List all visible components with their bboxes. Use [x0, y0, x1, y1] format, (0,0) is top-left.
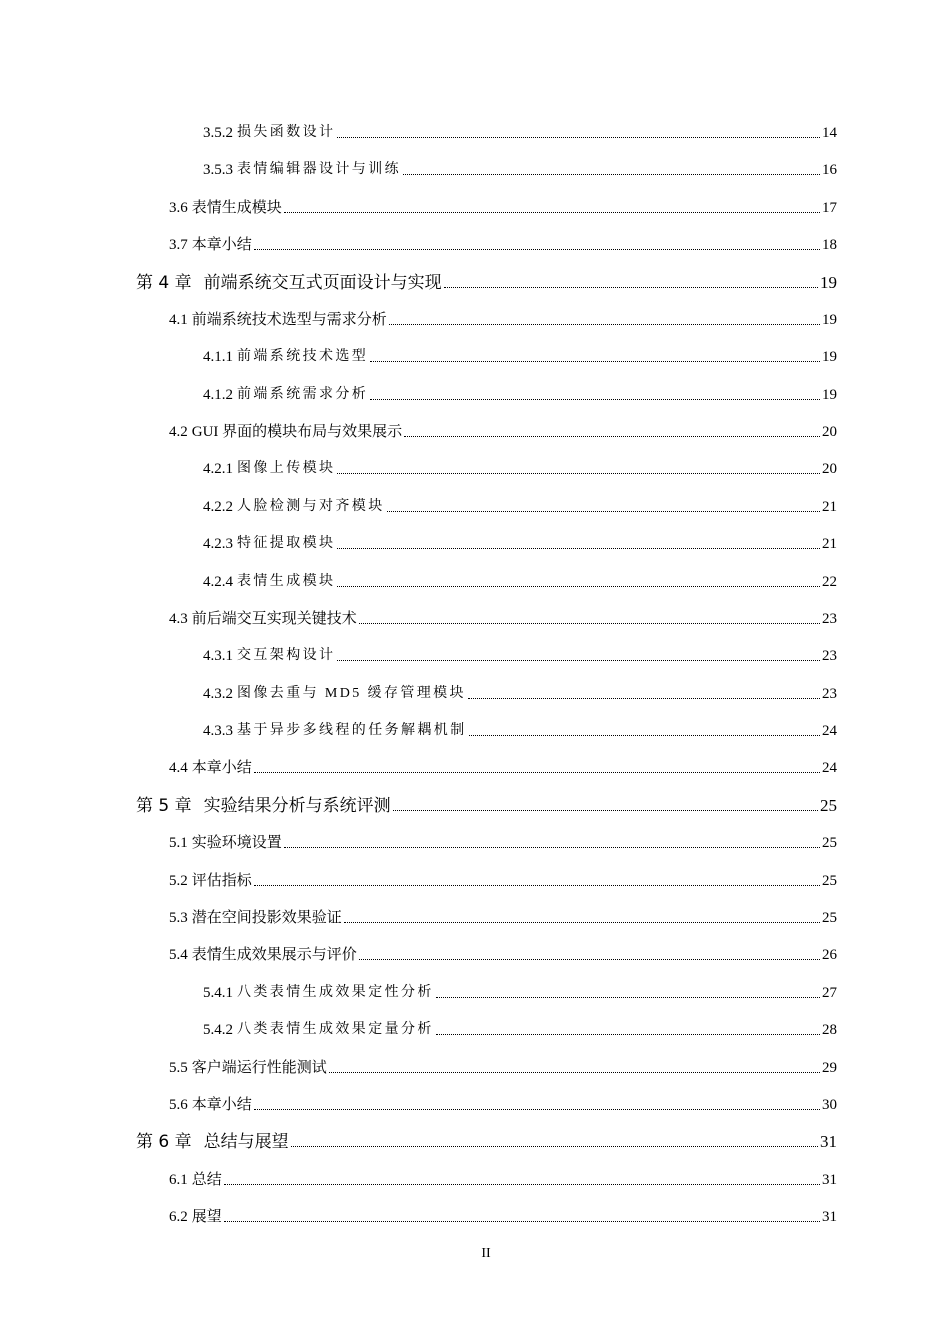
toc-entry-number: 3.5.2: [203, 125, 233, 141]
toc-entry[interactable]: [169, 308, 837, 330]
toc-entry-number: 4.3.2: [203, 685, 233, 702]
toc-dot-leader: [291, 1146, 818, 1147]
toc-entry-page: 14: [822, 125, 837, 141]
toc-entry-number: 4.2: [169, 424, 188, 441]
toc-entry-title: 实验结果分析与系统评测: [203, 795, 391, 816]
toc-entry[interactable]: [203, 570, 837, 592]
toc-entry-title: 表情生成效果展示与评价: [191, 947, 357, 964]
toc-entry[interactable]: [169, 1168, 837, 1190]
toc-dot-leader: [337, 548, 820, 549]
toc-entry-page: 26: [822, 947, 837, 964]
toc-entry-number: 5.1: [169, 835, 188, 852]
toc-entry-number: 4.1: [169, 311, 188, 328]
toc-entry-title: 实验环境设置: [191, 835, 282, 852]
toc-entry-number: 3.7: [169, 237, 188, 254]
toc-entry-page: 27: [822, 984, 837, 1001]
toc-dot-leader: [403, 174, 820, 175]
toc-dot-leader: [254, 772, 820, 773]
toc-entry-number: 4.3.1: [203, 648, 233, 665]
toc-dot-leader: [404, 436, 820, 437]
toc-entry-number: 5.4: [169, 947, 188, 964]
toc-entry-number: 4.4: [169, 760, 188, 777]
toc-entry-title: 表情编辑器设计与训练: [237, 162, 401, 178]
toc-dot-leader: [254, 1109, 820, 1110]
toc-entry-number: 3.5.3: [203, 162, 233, 179]
toc-entry-number: 5.4.2: [203, 1022, 233, 1039]
toc-chapter-entry[interactable]: [136, 794, 837, 816]
toc-entry-number: 第 4 章: [136, 272, 192, 293]
toc-entry-number: 5.2: [169, 872, 188, 889]
toc-entry-number: 第 6 章: [136, 1132, 192, 1153]
toc-entry-title: 本章小结: [191, 237, 252, 254]
toc-chapter-entry[interactable]: [136, 271, 837, 293]
toc-dot-leader: [337, 586, 820, 587]
toc-entry[interactable]: [169, 1205, 837, 1227]
toc-entry-title: 本章小结: [191, 760, 252, 777]
toc-entry-title: 交互架构设计: [237, 648, 336, 664]
toc-dot-leader: [393, 810, 818, 811]
toc-dot-leader: [370, 399, 820, 400]
toc-entry-page: 19: [820, 272, 837, 292]
toc-entry-title: 展望: [191, 1209, 222, 1226]
toc-entry-title: 前后端交互实现关键技术: [191, 610, 357, 627]
toc-dot-leader: [469, 735, 820, 736]
toc-entry-page: 19: [822, 311, 837, 328]
toc-entry-title: 本章小结: [191, 1096, 252, 1113]
toc-dot-leader: [436, 1034, 820, 1035]
toc-entry-page: 31: [820, 1132, 837, 1152]
toc-dot-leader: [224, 1184, 820, 1185]
toc-dot-leader: [337, 137, 820, 138]
toc-entry-number: 4.1.1: [203, 349, 233, 366]
toc-entry[interactable]: [169, 943, 837, 965]
toc-entry[interactable]: [169, 1093, 837, 1115]
toc-entry[interactable]: [203, 532, 837, 554]
toc-entry-number: 4.2.4: [203, 573, 233, 590]
toc-dot-leader: [329, 1072, 820, 1073]
toc-entry-page: 25: [822, 909, 837, 926]
toc-entry-page: 20: [822, 424, 837, 441]
toc-entry-number: 4.3.3: [203, 723, 233, 740]
toc-entry-title: 潜在空间投影效果验证: [191, 909, 342, 926]
toc-entry-page: 31: [822, 1171, 837, 1188]
toc-dot-leader: [337, 660, 820, 661]
toc-dot-leader: [444, 287, 818, 288]
toc-entry-page: 23: [822, 610, 837, 627]
toc-entry[interactable]: [169, 756, 837, 778]
toc-entry-number: 4.2.3: [203, 536, 233, 553]
toc-entry[interactable]: [203, 495, 837, 517]
toc-entry[interactable]: [169, 1056, 837, 1078]
toc-entry-page: 25: [822, 835, 837, 852]
toc-entry-number: 4.2.1: [203, 461, 233, 478]
toc-entry[interactable]: [169, 831, 837, 853]
toc-entry-number: 6.2: [169, 1209, 188, 1226]
toc-entry[interactable]: [169, 869, 837, 891]
toc-entry-title: 客户端运行性能测试: [191, 1059, 327, 1076]
toc-entry-title: 八类表情生成效果定性分析: [237, 984, 434, 1000]
toc-entry-title: 总结: [191, 1171, 222, 1188]
toc-dot-leader: [370, 361, 820, 362]
toc-entry-page: 18: [822, 237, 837, 254]
toc-entry-title: 表情生成模块: [237, 573, 336, 589]
toc-entry-page: 24: [822, 760, 837, 777]
toc-dot-leader: [359, 623, 820, 624]
toc-entry-page: 28: [822, 1022, 837, 1039]
toc-entry-page: 21: [822, 536, 837, 553]
toc-entry-title: 图像去重与 MD5 缓存管理模块: [237, 685, 466, 701]
toc-entry-page: 19: [822, 349, 837, 366]
toc-chapter-entry[interactable]: [136, 1130, 837, 1152]
toc-dot-leader: [254, 885, 820, 886]
toc-entry[interactable]: [203, 383, 837, 405]
toc-entry-page: 24: [822, 723, 837, 740]
toc-dot-leader: [284, 847, 820, 848]
toc-entry-title: 损失函数设计: [237, 125, 336, 140]
toc-entry-title: 总结与展望: [203, 1132, 289, 1153]
toc-entry-number: 4.2.2: [203, 498, 233, 515]
toc-dot-leader: [344, 922, 820, 923]
toc-entry-page: 29: [822, 1059, 837, 1076]
toc-entry-title: 人脸检测与对齐模块: [237, 498, 385, 514]
toc-entry-title: 前端系统技术选型与需求分析: [191, 311, 387, 328]
toc-entry-page: 23: [822, 685, 837, 702]
toc-entry-number: 第 5 章: [136, 795, 192, 816]
toc-dot-leader: [436, 997, 820, 998]
toc-entry[interactable]: [169, 420, 837, 442]
toc-entry-title: 前端系统技术选型: [237, 349, 369, 365]
toc-entry[interactable]: [203, 457, 837, 479]
toc-dot-leader: [468, 698, 820, 699]
toc-entry[interactable]: [203, 1018, 837, 1040]
toc-entry-title: 前端系统需求分析: [237, 386, 369, 402]
toc-entry-number: 3.6: [169, 199, 188, 216]
toc-dot-leader: [224, 1221, 820, 1222]
toc-entry-page: 22: [822, 573, 837, 590]
toc-entry-page: 23: [822, 648, 837, 665]
toc-entry-title: 前端系统交互式页面设计与实现: [203, 272, 442, 293]
page-number: II: [481, 1246, 491, 1261]
toc-entry[interactable]: [203, 719, 837, 741]
toc-entry[interactable]: [169, 607, 837, 629]
toc-entry-number: 5.5: [169, 1059, 188, 1076]
toc-entry-page: 16: [822, 162, 837, 179]
toc-entry-number: 5.4.1: [203, 984, 233, 1001]
toc-entry-title: 特征提取模块: [237, 536, 336, 552]
toc-entry[interactable]: [203, 644, 837, 666]
toc-entry[interactable]: [203, 158, 837, 180]
toc-entry-page: 31: [822, 1209, 837, 1226]
toc-entry-title: 图像上传模块: [237, 461, 336, 477]
toc-entry[interactable]: [203, 981, 837, 1003]
toc-dot-leader: [337, 473, 820, 474]
toc-entry-title: 八类表情生成效果定量分析: [237, 1022, 434, 1038]
toc-entry[interactable]: [169, 233, 837, 255]
toc-entry[interactable]: [169, 906, 837, 928]
toc-entry-page: 19: [822, 386, 837, 403]
toc-entry-title: GUI 界面的模块布局与效果展示: [191, 424, 403, 441]
toc-entry[interactable]: [203, 121, 837, 143]
toc-entry-page: 17: [822, 199, 837, 216]
toc-entry-title: 基于异步多线程的任务解耦机制: [237, 723, 467, 739]
toc-dot-leader: [254, 249, 820, 250]
toc-entry-title: 表情生成模块: [191, 199, 282, 216]
toc-dot-leader: [389, 324, 820, 325]
toc-entry-title: 评估指标: [191, 872, 252, 889]
toc-dot-leader: [387, 511, 820, 512]
toc-entry-number: 6.1: [169, 1171, 188, 1188]
toc-entry-page: 21: [822, 498, 837, 515]
toc-entry-number: 4.3: [169, 610, 188, 627]
toc-entry-page: 20: [822, 461, 837, 478]
toc-entry-page: 25: [822, 872, 837, 889]
toc-entry-number: 5.3: [169, 909, 188, 926]
toc-entry-page: 30: [822, 1096, 837, 1113]
toc-dot-leader: [359, 959, 820, 960]
toc-dot-leader: [284, 212, 820, 213]
toc-entry[interactable]: [203, 345, 837, 367]
toc-entry[interactable]: [203, 682, 837, 704]
toc-entry-number: 5.6: [169, 1096, 188, 1113]
toc-entry-page: 25: [820, 795, 837, 815]
toc-entry[interactable]: [169, 196, 837, 218]
toc-entry-number: 4.1.2: [203, 386, 233, 403]
